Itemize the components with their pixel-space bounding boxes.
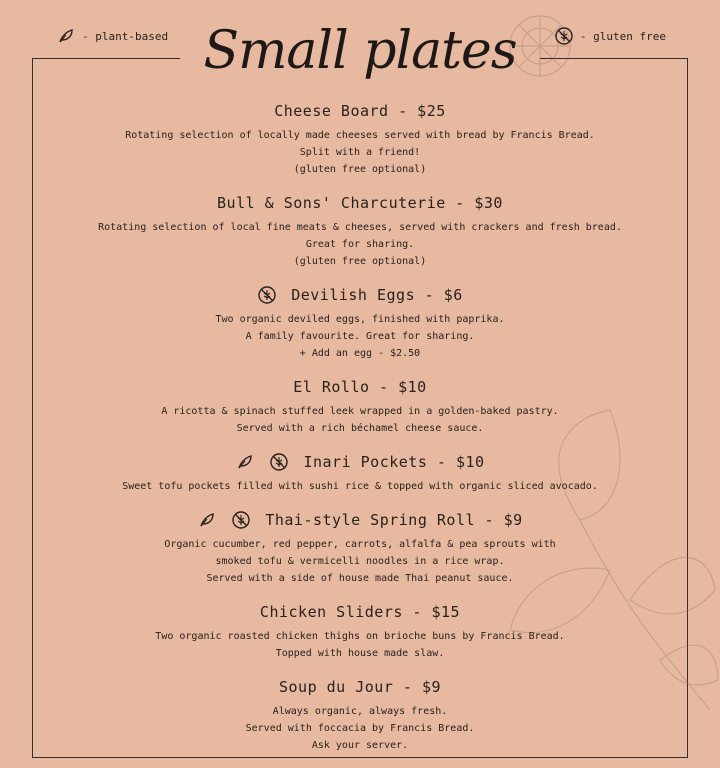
menu-item-description: Served with a rich béchamel cheese sauce. <box>236 423 484 434</box>
menu-item-description: + Add an egg - $2.50 <box>299 348 421 359</box>
menu-item-description: Great for sharing. <box>305 239 415 250</box>
menu-list <box>40 100 680 768</box>
menu-item-name: Thai-style Spring Roll - $9 <box>265 511 523 529</box>
legend-gf-label: - gluten free <box>579 29 666 43</box>
menu-item <box>40 601 680 662</box>
menu-item-description: A family favourite. Great for sharing. <box>245 331 475 342</box>
menu-item-description: Split with a friend! <box>299 147 421 158</box>
menu-item <box>40 451 680 495</box>
menu-item-name: Soup du Jour - $9 <box>278 678 442 696</box>
menu-item-header <box>40 509 680 531</box>
menu-item-description: Always organic, always fresh. <box>272 706 448 717</box>
menu-item-description: Ask your server. <box>311 740 409 751</box>
menu-item-name: Chicken Sliders - $15 <box>259 603 461 621</box>
leaf-icon <box>56 26 76 46</box>
menu-item-header <box>40 601 680 623</box>
menu-item <box>40 192 680 270</box>
menu-item-description: Two organic deviled eggs, finished with paprika. <box>215 314 505 325</box>
menu-item-name: Cheese Board - $25 <box>274 102 446 120</box>
menu-item-header <box>40 284 680 306</box>
menu-item-description: Sweet tofu pockets filled with sushi rice & topped with organic sliced avocado. <box>122 481 598 492</box>
menu-item-description: Topped with house made slaw. <box>275 648 445 659</box>
legend-plant-based <box>56 26 168 46</box>
menu-item-header <box>40 192 680 214</box>
menu-item-header <box>40 451 680 473</box>
menu-item-header <box>40 100 680 122</box>
menu-item-header <box>40 376 680 398</box>
menu-item-description: smoked tofu & vermicelli noodles in a rice wrap. <box>215 556 505 567</box>
menu-item-name: Devilish Eggs - $6 <box>291 286 463 304</box>
menu-item <box>40 676 680 754</box>
menu-item-description: A ricotta & spinach stuffed leek wrapped in a golden-baked pastry. <box>161 406 559 417</box>
menu-item-description: (gluten free optional) <box>293 256 427 267</box>
menu-item-description: Served with a side of house made Thai peanut sauce. <box>206 573 514 584</box>
menu-item-name: El Rollo - $10 <box>293 378 427 396</box>
no-wheat-icon <box>257 285 277 305</box>
menu-item <box>40 284 680 362</box>
menu-item-name: Inari Pockets - $10 <box>303 453 485 471</box>
menu-item <box>40 100 680 178</box>
menu-item-description: (gluten free optional) <box>293 164 427 175</box>
page-title: Small plates <box>203 21 517 81</box>
menu-item-description: Two organic roasted chicken thighs on brioche buns by Francis Bread. <box>155 631 565 642</box>
no-wheat-icon <box>231 510 251 530</box>
menu-item-description: Served with foccacia by Francis Bread. <box>245 723 475 734</box>
menu-item-description: Rotating selection of locally made cheeses served with bread by Francis Bread. <box>125 130 595 141</box>
floral-seal <box>490 8 590 88</box>
menu-item <box>40 376 680 437</box>
menu-item <box>40 509 680 587</box>
legend-plant-label: - plant-based <box>82 29 169 43</box>
leaf-icon <box>197 510 217 530</box>
menu-item-description: Rotating selection of local fine meats & cheeses, served with crackers and fresh bread. <box>98 222 622 233</box>
menu-item-header <box>40 676 680 698</box>
leaf-icon <box>235 452 255 472</box>
no-wheat-icon <box>269 452 289 472</box>
menu-item-name: Bull & Sons' Charcuterie - $30 <box>217 194 503 212</box>
title-block <box>180 8 540 98</box>
menu-item-description: Organic cucumber, red pepper, carrots, alfalfa & pea sprouts with <box>164 539 556 550</box>
